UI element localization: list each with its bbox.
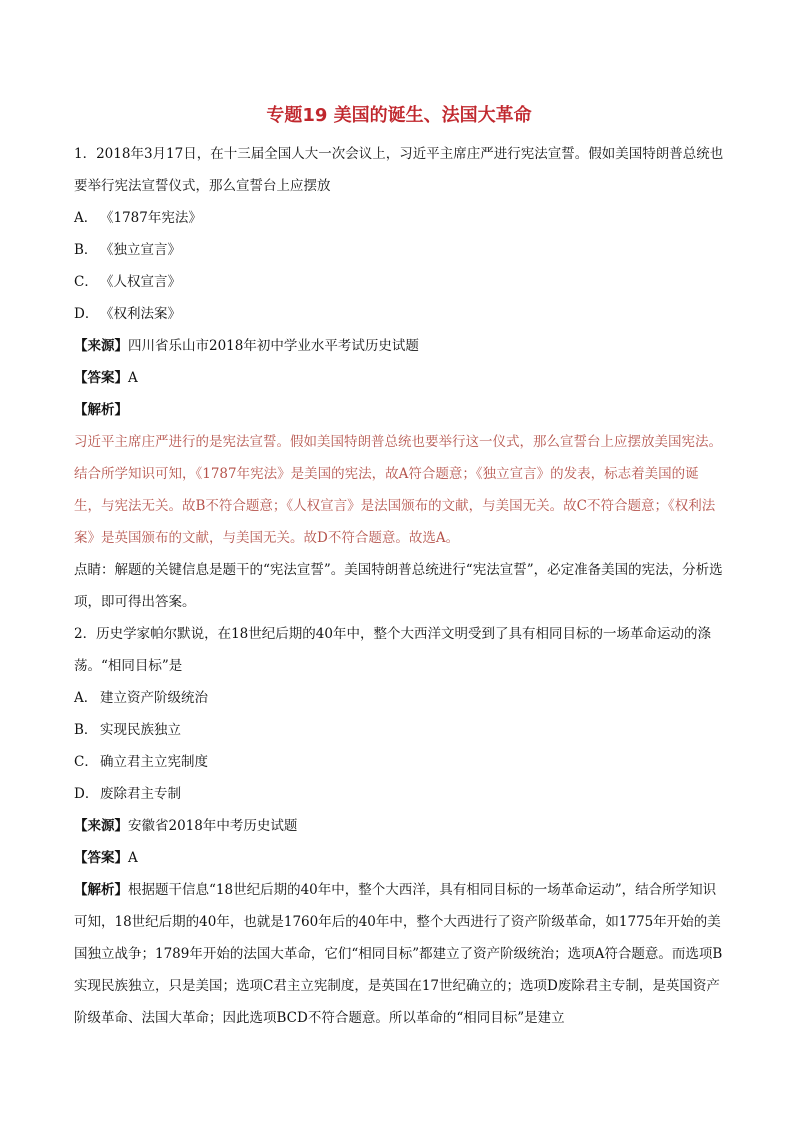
question-2-source (74, 810, 724, 842)
option-text: 《独立宣言》 (100, 242, 181, 258)
question-1-analysis-label: 【解析】 (74, 402, 128, 418)
option-text: 《人权宣言》 (100, 274, 181, 290)
option-letter: D． (74, 306, 99, 322)
option-letter: D． (74, 786, 99, 802)
answer-label: 【答案】 (74, 850, 128, 866)
option-letter: A． (74, 210, 98, 226)
question-1-option-a (74, 202, 724, 234)
option-letter: A． (74, 690, 98, 706)
question-1-stem: 1．2018年3月17日，在十三届全国人大一次会议上，习近平主席庄严进行宪法宣誓。假如美国特朗普总统也要举行宪法宣誓仪式，那么宣誓台上应摆放 (74, 146, 724, 194)
question-1-source (74, 330, 724, 362)
question-2-option-b (74, 714, 724, 746)
question-1-analysis: 习近平主席庄严进行的是宪法宣誓。假如美国特朗普总统也要举行这一仪式，那么宣誓台上应摆放美国宪法。结合所学知识可知，《1787年宪法》是美国的宪法，故A符合题意；《独立宣言》的发表，标志着美国的诞生，与宪法无关。故B不符合题意；《人权宣言》是法国颁布的文献，与美国无关。故C不符合题意；《权利法案》是英国颁布的文献，与美国无关。故D不符合题意。故选A。 (74, 434, 722, 546)
option-letter: B． (74, 722, 98, 738)
option-text: 建立资产阶级统治 (100, 690, 208, 706)
answer-text: A (128, 850, 138, 866)
source-text: 四川省乐山市2018年初中学业水平考试历史试题 (128, 338, 419, 354)
question-1-note: 点睛：解题的关键信息是题干的“宪法宣誓”。美国特朗普总统进行“宪法宣誓”，必定准备美国的宪法，分析选项，即可得出答案。 (74, 562, 723, 610)
option-letter: C． (74, 274, 98, 290)
option-letter: C． (74, 754, 98, 770)
question-2-stem: 2．历史学家帕尔默说，在18世纪后期的40年中，整个大西洋文明受到了具有相同目标的一场革命运动的涤荡。“相同目标”是 (74, 626, 711, 674)
analysis-label: 【解析】 (74, 882, 128, 898)
question-2-answer (74, 842, 724, 874)
page-title: 专题19 美国的诞生、法国大革命 (266, 105, 532, 126)
answer-text: A (128, 370, 138, 386)
answer-label: 【答案】 (74, 370, 128, 386)
question-1-option-b (74, 234, 724, 266)
source-text: 安徽省2018年中考历史试题 (128, 818, 298, 834)
option-letter: B． (74, 242, 98, 258)
question-1-option-d (74, 298, 724, 330)
option-text: 《权利法案》 (100, 306, 181, 322)
question-1-answer (74, 362, 724, 394)
analysis-text: 根据题干信息“18世纪后期的40年中，整个大西洋，具有相同目标的一场革命运动”，结合所学知识可知，18世纪后期的40年，也就是1760年后的40年中，整个大西进行了资产阶级革命，如1775年开始的美国独立战争；1789年开始的法国大革命，它们“相同目标”都建立了资产阶级统治；选项A符合题意。而选项B实现民族独立，只是美国；选项C君主立宪制度，是英国在17世纪确立的；选项D废除君主专制，是英国资产阶级革命、法国大革命；因此选项BCD不符合题意。所以革命的“相同目标”是建立 (74, 882, 723, 1026)
option-text: 实现民族独立 (100, 722, 181, 738)
source-label: 【来源】 (74, 338, 128, 354)
option-text: 《1787年宪法》 (100, 210, 202, 226)
question-1-option-c (74, 266, 724, 298)
question-2-option-a (74, 682, 724, 714)
question-2-option-c (74, 746, 724, 778)
question-2-option-d (74, 778, 724, 810)
option-text: 废除君主专制 (100, 786, 181, 802)
question-2-analysis (74, 874, 724, 1034)
option-text: 确立君主立宪制度 (100, 754, 208, 770)
source-label: 【来源】 (74, 818, 128, 834)
